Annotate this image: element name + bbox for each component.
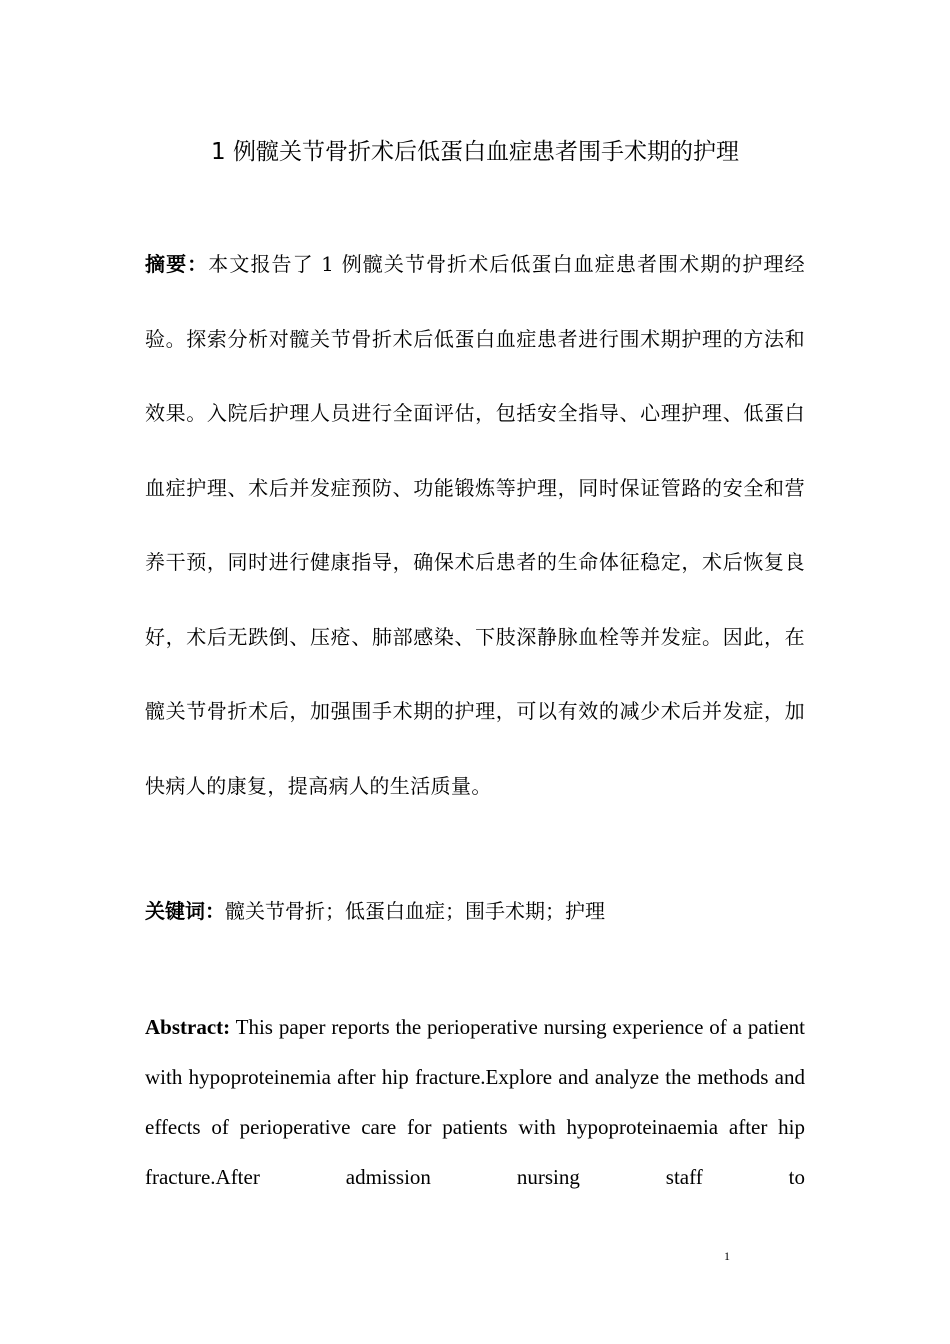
chinese-keywords-label: 关键词： [145,899,225,923]
chinese-keywords [145,894,805,928]
chinese-abstract [145,227,805,823]
chinese-keywords-text: 髋关节骨折；低蛋白血症；围手术期；护理 [225,899,605,923]
paper-title: 1 例髋关节骨折术后低蛋白血症患者围手术期的护理 [211,139,739,165]
chinese-abstract-label: 摘要： [145,252,209,276]
page-number: 1 [724,1249,730,1263]
english-abstract-label: Abstract: [145,1015,231,1039]
english-abstract-text: This paper reports the perioperative nursing experience of a patient with hypoproteinemia after hip fracture.Explore and analyze the methods and effects of perioperative care for patients with hypoproteinaemia after hip fracture.After admission nursing staff to [145,1015,805,1189]
english-abstract [145,1002,805,1202]
chinese-abstract-text: 本文报告了 1 例髋关节骨折术后低蛋白血症患者围术期的护理经验。探索分析对髋关节骨折术后低蛋白血症患者进行围术期护理的方法和效果。入院后护理人员进行全面评估，包括安全指导、心理护理、低蛋白血症护理、术后并发症预防、功能锻炼等护理，同时保证管路的安全和营养干预，同时进行健康指导，确保术后患者的生命体征稳定，术后恢复良好，术后无跌倒、压疮、肺部感染、下肢深静脉血栓等并发症。因此，在髋关节骨折术后，加强围手术期的护理，可以有效的减少术后并发症，加快病人的康复，提高病人的生活质量。 [145,252,805,798]
